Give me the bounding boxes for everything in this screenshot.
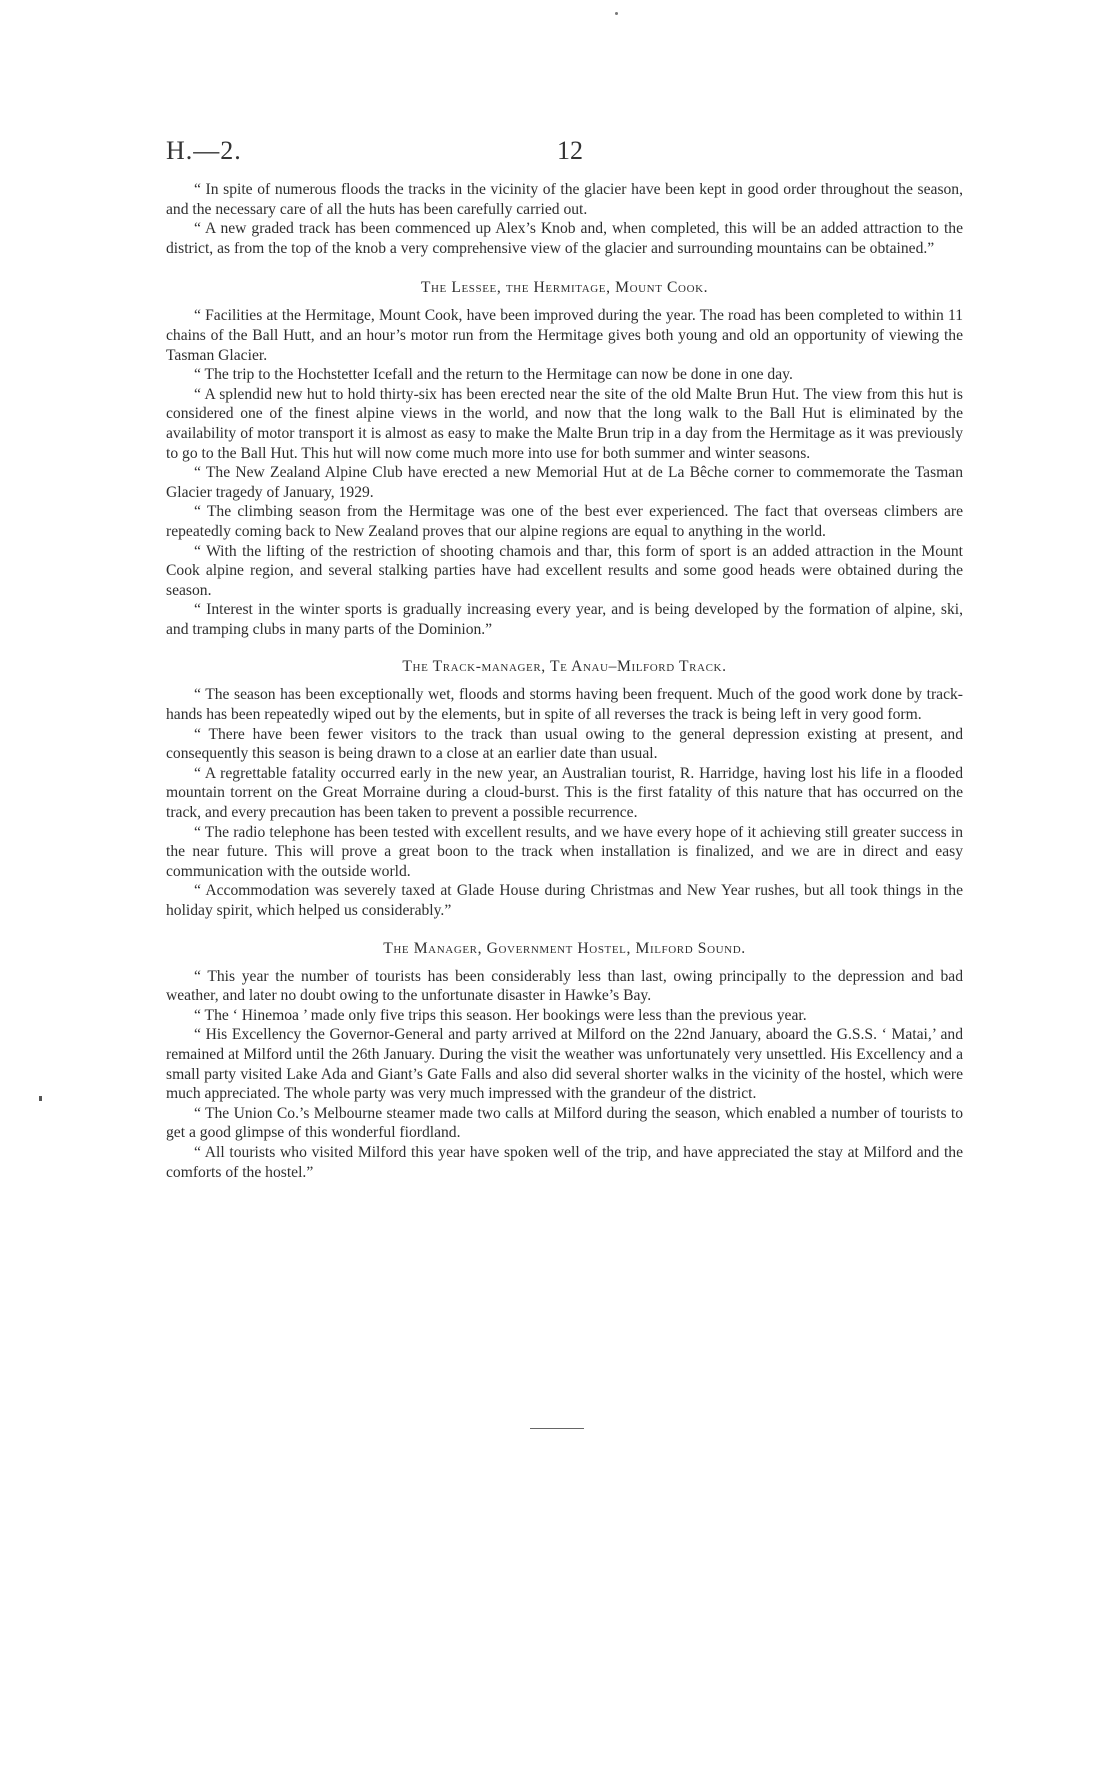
- scan-speck: [615, 12, 618, 15]
- paragraph: “ The climbing season from the Hermitage was one of the best ever experienced. The fact that overseas climbers are repeatedly coming back to New Zealand proves that our alpine regions are equal to anything in the world.: [166, 503, 963, 540]
- paragraph: “ Facilities at the Hermitage, Mount Cook, have been improved during the year. The road has been completed to within 11 chains of the Ball Hutt, and an hour’s motor run from the Hermitage gives both young and old an opportunity of viewing the Tasman Glacier.: [166, 307, 963, 364]
- paragraph: “ The radio telephone has been tested with excellent results, and we have every hope of it achieving still greater success in the near future. This will prove a great boon to the track when installation is finalized, and we are in direct and easy communication with the outside world.: [166, 823, 963, 880]
- paragraph: “ In spite of numerous floods the tracks in the vicinity of the glacier have been kept in good order throughout the season, and the necessary care of all the huts has been carefully carried out.: [166, 181, 963, 218]
- page-number: 12: [557, 136, 583, 165]
- paragraph: “ A regrettable fatality occurred early in the new year, an Australian tourist, R. Harridge, having lost his life in a flooded mountain torrent on the Great Morraine during a cloud-burst. This is the first fatality of this nature that has occurred on the track, and every precaution has been taken to prevent a possible recurrence.: [166, 764, 963, 822]
- section-heading: The Track-manager, Te Anau–Milford Track.: [402, 658, 727, 676]
- margin-mark: [39, 1096, 42, 1101]
- paragraph: “ The New Zealand Alpine Club have erected a new Memorial Hut at de La Bêche corner to commemorate the Tasman Glacier tragedy of January, 1929.: [166, 464, 963, 501]
- paragraph: “ This year the number of tourists has been considerably less than last, owing principally to the depression and bad weather, and later no doubt owing to the unfortunate disaster in Hawke’s Bay.: [166, 967, 963, 1005]
- paragraph: “ The Union Co.’s Melbourne steamer made two calls at Milford during the season, which enabled a number of tourists to get a good glimpse of this wonderful fiordland.: [166, 1104, 963, 1142]
- paragraph: “ His Excellency the Governor-General and party arrived at Milford on the 22nd January, aboard the G.S.S. ‘ Matai,’ and remained at Milford until the 26th January. During the visit the weather was unfortunately very unsettled. His Excellency and a small party visited Lake Ada and Giant’s Gate Falls and also did several shorter walks in the vicinity of the hostel, which were much appreciated. The whole party was very much impressed with the grandeur of the district.: [166, 1026, 963, 1103]
- paragraph: “ A new graded track has been commenced up Alex’s Knob and, when completed, this will be an added attraction to the district, as from the top of the knob a very comprehensive view of the glacier and surrounding mountains can be obtained.”: [166, 220, 963, 257]
- end-rule: [530, 1428, 584, 1429]
- page-reference: H.—2.: [166, 136, 242, 165]
- paragraph: “ With the lifting of the restriction of shooting chamois and thar, this form of sport is an added attraction in the Mount Cook alpine region, and several stalking parties have had excellent results and some good heads were obtained during the season.: [166, 542, 963, 599]
- paragraph: “ A splendid new hut to hold thirty-six has been erected near the site of the old Malte Brun Hut. The view from this hut is considered one of the finest alpine views in the world, and now that the long walk to the Ball Hut is eliminated by the availability of motor transport it is almost as easy to make the Malte Brun trip in a day from the Hermitage as it was previously to go to the Ball Hut. This hut will now come much more into use for both summer and winter seasons.: [166, 385, 963, 462]
- document-body: [166, 180, 963, 1182]
- paragraph: “ The trip to the Hochstetter Icefall and the return to the Hermitage can now be done in one day.: [194, 366, 793, 384]
- section-heading: The Manager, Government Hostel, Milford Sound.: [383, 939, 746, 957]
- paragraph: “ Interest in the winter sports is gradually increasing every year, and is being developed by the formation of alpine, ski, and tramping clubs in many parts of the Dominion.”: [166, 601, 963, 638]
- paragraph: “ All tourists who visited Milford this year have spoken well of the trip, and have appreciated the stay at Milford and the comforts of the hostel.”: [166, 1143, 963, 1181]
- paragraph: “ Accommodation was severely taxed at Glade House during Christmas and New Year rushes, but all took things in the holiday spirit, which helped us considerably.”: [166, 882, 963, 919]
- section-heading: The Lessee, the Hermitage, Mount Cook.: [420, 279, 709, 297]
- paragraph: “ There have been fewer visitors to the track than usual owing to the general depression existing at present, and consequently this season is being drawn to a close at an earlier date than usual.: [166, 725, 963, 763]
- paragraph: “ The season has been exceptionally wet, floods and storms having been frequent. Much of the good work done by track-hands has been repeatedly wiped out by the elements, but in spite of all reverses the track is being left in very good form.: [166, 686, 963, 724]
- paragraph: “ The ‘ Hinemoa ’ made only five trips this season. Her bookings were less than the previous year.: [194, 1006, 807, 1024]
